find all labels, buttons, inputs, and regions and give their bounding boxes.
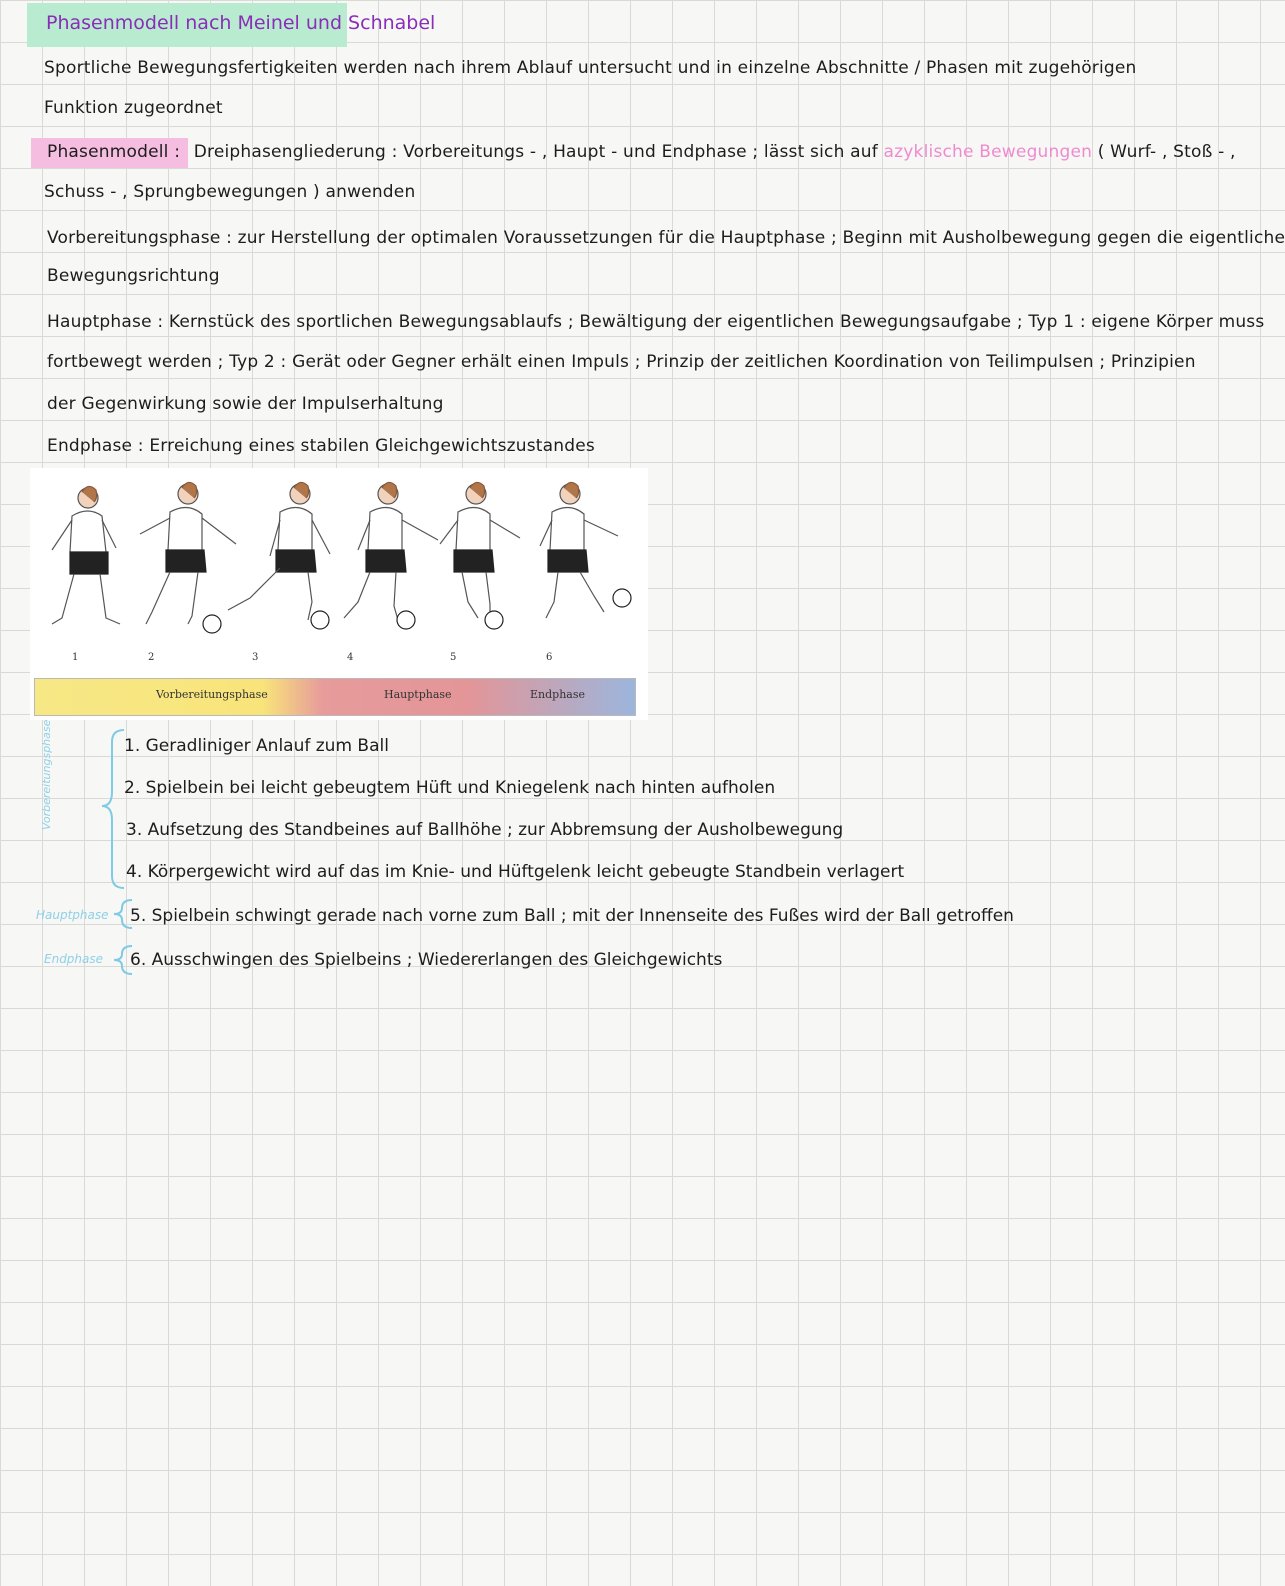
figure-label-end: Endphase (530, 688, 585, 701)
figure-number-1: 1 (72, 652, 79, 663)
side-label-haupt: Hauptphase (36, 908, 109, 922)
figure-number-6: 6 (546, 652, 553, 663)
bracket-vorbereitung (102, 730, 124, 888)
figure-number-2: 2 (148, 652, 155, 663)
step-5: 5. Spielbein schwingt gerade nach vorne zum Ball ; mit der Innenseite des Fußes wird der Ball getroffen (130, 906, 1014, 926)
phasenmodell-examples: ( Wurf- , Stoß - , (1097, 142, 1236, 162)
phasenmodell-label: Phasenmodell : (31, 138, 188, 168)
end-line-1: Endphase : Erreichung eines stabilen Gleichgewichtszustandes (47, 436, 595, 456)
figure-number-5: 5 (450, 652, 457, 663)
step-4: 4. Körpergewicht wird auf das im Knie- und Hüftgelenk leicht gebeugte Standbein verlagert (126, 862, 905, 882)
phasenmodell-text: Dreiphasengliederung : Vorbereitungs - , Haupt - und Endphase ; lässt sich auf (193, 142, 878, 162)
step-6: 6. Ausschwingen des Spielbeins ; Wiedererlangen des Gleichgewichts (130, 950, 723, 970)
step-1: 1. Geradliniger Anlauf zum Ball (124, 736, 389, 756)
haupt-line-2: fortbewegt werden ; Typ 2 : Gerät oder Gegner erhält einen Impuls ; Prinzip der zeitlichen Koordination von Teilimpulsen ; Prinzipien (47, 352, 1196, 372)
vorbereitung-line-1: Vorbereitungsphase : zur Herstellung der optimalen Voraussetzungen für die Hauptphase ; Beginn mit Ausholbewegung gegen die eigentliche (47, 228, 1285, 248)
step-2: 2. Spielbein bei leicht gebeugtem Hüft und Kniegelenk nach hinten aufholen (124, 778, 776, 798)
intro-line-2: Funktion zugeordnet (44, 98, 223, 118)
vorbereitung-line-2: Bewegungsrichtung (47, 266, 220, 286)
figure-label-haupt: Hauptphase (384, 688, 452, 701)
haupt-line-1: Hauptphase : Kernstück des sportlichen Bewegungsablaufs ; Bewältigung der eigentlichen Bewegungsaufgabe ; Typ 1 : eigene Körper muss (47, 312, 1265, 332)
figure-number-4: 4 (347, 652, 354, 663)
figure-number-3: 3 (252, 652, 259, 663)
side-label-vorbereitung: Vorbereitungsphase (40, 719, 53, 830)
azyklisch-highlight: azyklische Bewegungen (883, 142, 1093, 162)
page-title: Phasenmodell nach Meinel und Schnabel (46, 12, 436, 34)
figure-label-vorbereitung: Vorbereitungsphase (156, 688, 268, 701)
step-3: 3. Aufsetzung des Standbeines auf Ballhöhe ; zur Abbremsung der Ausholbewegung (126, 820, 844, 840)
side-label-end: Endphase (44, 952, 104, 966)
haupt-line-3: der Gegenwirkung sowie der Impulserhaltung (47, 394, 444, 414)
intro-line-1: Sportliche Bewegungsfertigkeiten werden nach ihrem Ablauf untersucht und in einzelne Abschnitte / Phasen mit zugehörigen (44, 58, 1137, 78)
phasenmodell-line-2: Schuss - , Sprungbewegungen ) anwenden (44, 182, 416, 202)
